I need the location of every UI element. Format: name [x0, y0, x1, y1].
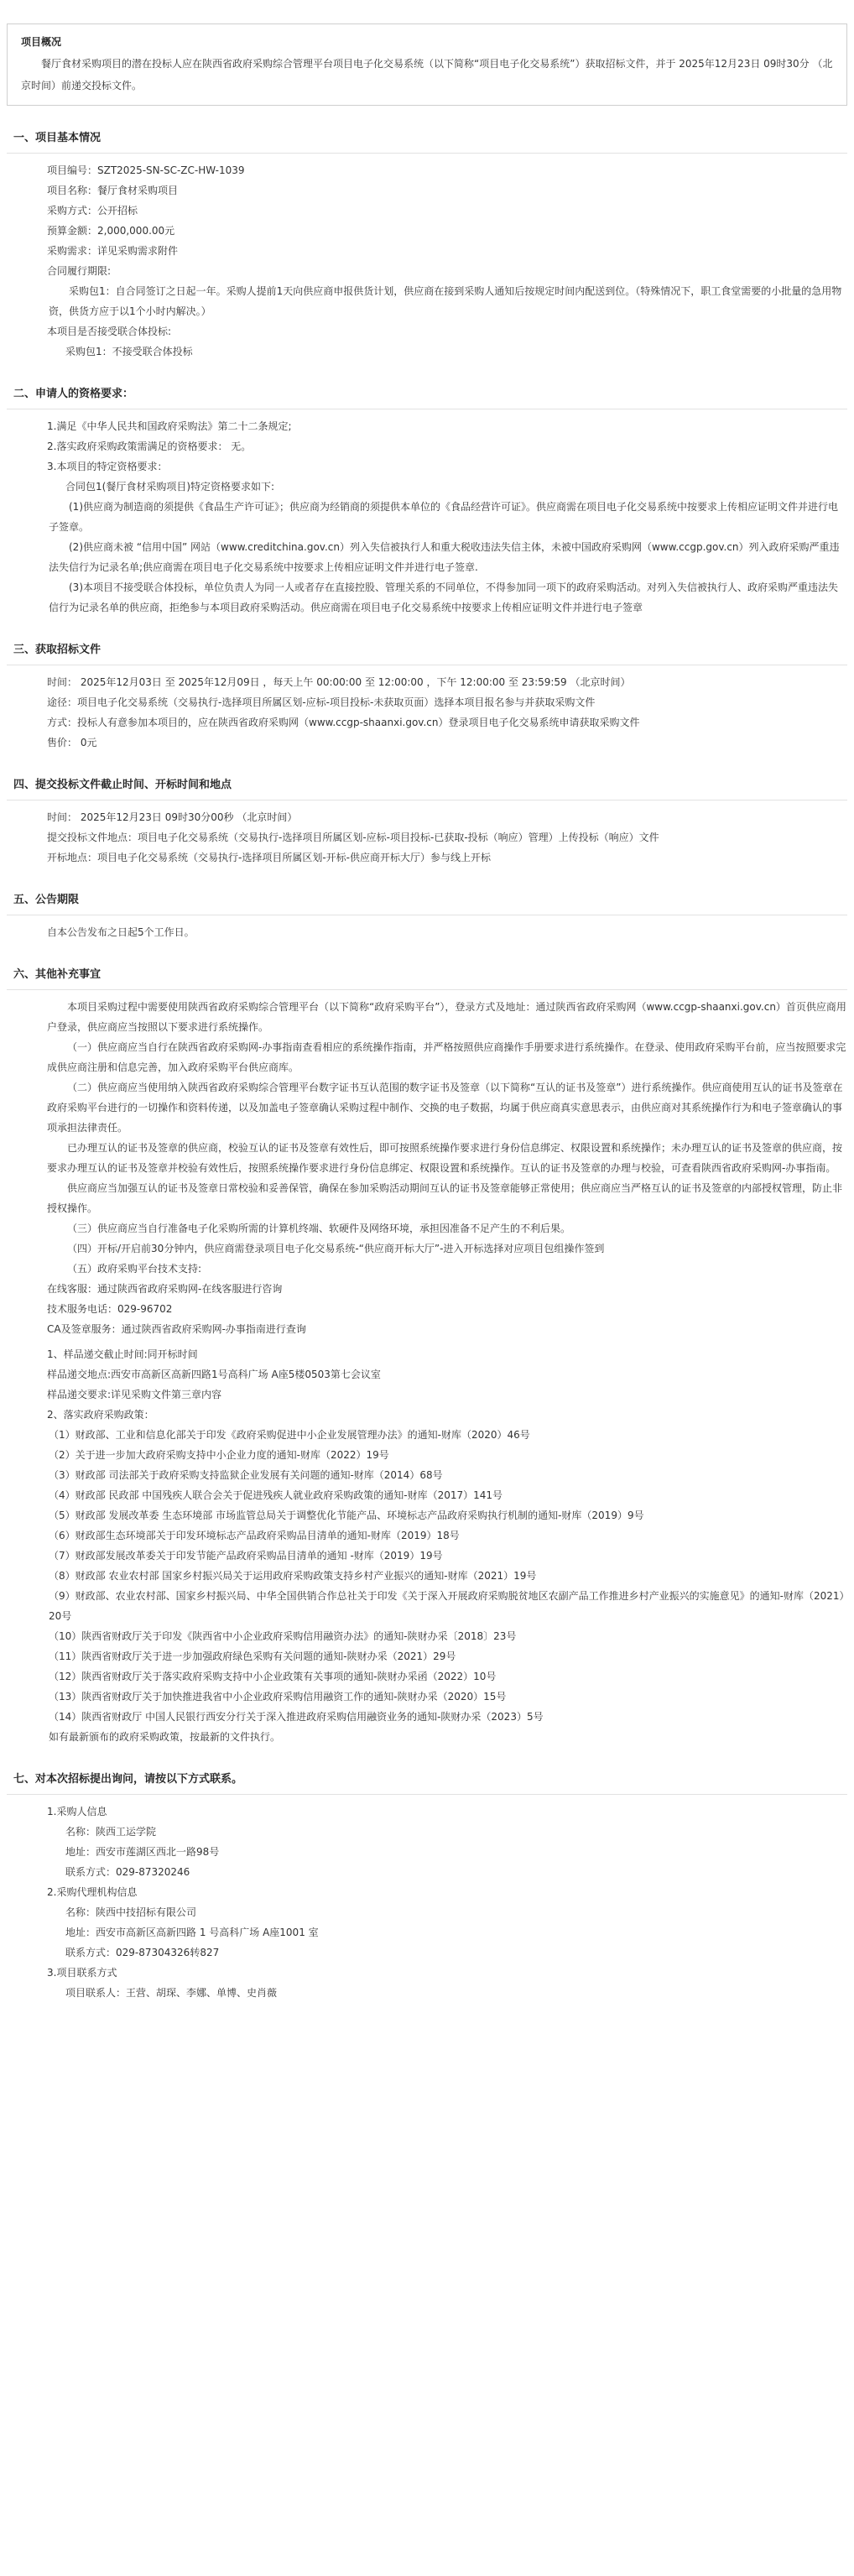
requirement-3: (3)本项目不接受联合体投标，单位负责人为同一人或者存在直接控股、管理关系的不同单位，不得参加同一项下的政府采购活动。对列入失信被执行人、政府采购严重违法失信行为记录名单的供应商，拒绝参与本项目政府采购活动。供应商需在项目电子化交易系统中按要求上传相应证明文件并进行电子签章 [49, 581, 839, 613]
section-title: 五、公告期限 [7, 883, 847, 915]
purchaser-phone: 联系方式：029-87320246 [65, 1866, 190, 1878]
section-title: 四、提交投标文件截止时间、开标时间和地点 [7, 768, 847, 800]
section-deadline [7, 768, 847, 868]
note-2-safekeeping: 供应商应当加强互认的证书及签章日常校验和妥善保管，确保在参加采购活动期间互认的证书及签章能够正常使用；供应商应当严格互认的证书及签章的内部授权管理，防止非授权操作。 [47, 1182, 843, 1214]
section-title: 六、其他补充事宜 [7, 957, 847, 990]
consortium-label: 本项目是否接受联合体投标: [47, 326, 172, 337]
purchaser-address: 地址：西安市莲湖区西北一路98号 [65, 1846, 220, 1858]
agency-phone: 联系方式：029-87304326转827 [65, 1947, 220, 1958]
sample-requirement: 样品递交要求:详见采购文件第三章内容 [47, 1389, 222, 1400]
policy-item: （2）关于进一步加大政府采购支持中小企业力度的通知-财库（2022）19号 [49, 1449, 389, 1461]
qualification-2: 2.落实政府采购政策需满足的资格要求： 无。 [47, 441, 252, 452]
section-announcement-period [7, 883, 847, 942]
note-2-detail: 已办理互认的证书及签章的供应商，校验互认的证书及签章有效性后，即可按照系统操作要求进行身份信息绑定、权限设置和系统操作；未办理互认的证书及签章的供应商，按要求办理互认的证书及签章并校验有效性后，按照系统操作要求进行身份信息绑定、权限设置和系统操作。互认的证书及签章的办理与校验，可查看陕西省政府采购网-办事指南。 [47, 1142, 843, 1174]
section-title: 七、对本次招标提出询问，请按以下方式联系。 [7, 1762, 847, 1795]
package-requirements-label: 合同包1(餐厅食材采购项目)特定资格要求如下: [65, 481, 275, 493]
section-contacts [7, 1762, 847, 2003]
section-title: 一、项目基本情况 [7, 121, 847, 154]
obtain-time: 时间： 2025年12月03日 至 2025年12月09日 ，每天上午 00:00:00 至 12:00:00 ，下午 12:00:00 至 23:59:59 （北京时间） [47, 676, 631, 688]
submit-location: 提交投标文件地点：项目电子化交易系统（交易执行-选择项目所属区划-应标-项目投标-已获取-投标（响应）管理）上传投标（响应）文件 [47, 832, 659, 843]
policy-list [7, 1425, 847, 1747]
note-1: （一）供应商应当自行在陕西省政府采购网-办事指南查看相应的系统操作指南，并严格按照供应商操作手册要求进行系统操作。在登录、使用政府采购平台前，应当按照要求完成供应商注册和信息完善，加入政府采购平台供应商库。 [47, 1041, 846, 1073]
policy-title: 2、落实政府采购政策： [47, 1409, 154, 1421]
package-1-period: 采购包1：自合同签订之日起一年。采购人提前1天向供应商申报供货计划，供应商在接到采购人通知后按规定时间内配送到位。（特殊情况下，职工食堂需要的小批量的急用物资，供货方应于以1个小时内解决。） [49, 285, 842, 317]
deadline-time: 时间： 2025年12月23日 09时30分00秒 （北京时间） [47, 811, 298, 823]
purchaser-name: 名称：陕西工运学院 [65, 1826, 157, 1838]
note-5: （五）政府采购平台技术支持: [67, 1263, 202, 1275]
procurement-method: 采购方式：公开招标 [47, 205, 138, 216]
section-qualifications [7, 377, 847, 618]
project-number: 项目编号：SZT2025-SN-SC-ZC-HW-1039 [47, 164, 245, 176]
agency-name: 名称：陕西中技招标有限公司 [65, 1906, 197, 1918]
policy-item: （7）财政部发展改革委关于印发节能产品政府采购品目清单的通知 -财库（2019）19号 [49, 1550, 443, 1562]
section-title: 三、获取招标文件 [7, 633, 847, 665]
note-4: （四）开标/开启前30分钟内，供应商需登录项目电子化交易系统-“供应商开标大厅”-进入开标选择对应项目包组操作签到 [67, 1243, 605, 1254]
requirement-2: (2)供应商未被 “信用中国” 网站（www.creditchina.gov.cn）列入失信被执行人和重大税收违法失信主体，未被中国政府采购网（www.ccgp.gov.cn）列入政府采购严重违法失信行为记录名单;供应商需在项目电子化交易系统中按要求上传相应证明文件并进行电子签章. [49, 541, 840, 573]
online-service: 在线客服：通过陕西省政府采购网-在线客服进行咨询 [47, 1283, 283, 1295]
policy-item: （13）陕西省财政厅关于加快推进我省中小企业政府采购信用融资工作的通知-陕财办采（2020）15号 [49, 1691, 507, 1703]
policy-closing: 如有最新颁布的政府采购政策，按最新的文件执行。 [49, 1731, 281, 1743]
obtain-way: 途径：项目电子化交易系统（交易执行-选择项目所属区划-应标-项目投标-未获取页面）选择本项目报名参与并获取采购文件 [47, 696, 596, 708]
policy-item: （3）财政部 司法部关于政府采购支持监狱企业发展有关问题的通知-财库（2014）68号 [49, 1469, 443, 1481]
policy-item: （8）财政部 农业农村部 国家乡村振兴局关于运用政府采购政策支持乡村产业振兴的通知-财库（2021）19号 [49, 1570, 537, 1582]
section-title: 二、申请人的资格要求： [7, 377, 847, 409]
budget-amount: 预算金额：2,000,000.00元 [47, 225, 175, 237]
agency-info-title: 2.采购代理机构信息 [47, 1886, 138, 1898]
project-contact-title: 3.项目联系方式 [47, 1967, 117, 1979]
section-other-matters [7, 957, 847, 1747]
overview-title: 项目概况 [21, 36, 62, 48]
qualification-1: 1.满足《中华人民共和国政府采购法》第二十二条规定; [47, 420, 292, 432]
consortium-package-1: 采购包1：不接受联合体投标 [65, 346, 193, 357]
opening-location: 开标地点：项目电子化交易系统（交易执行-选择项目所属区划-开标-供应商开标大厅）参与线上开标 [47, 852, 491, 863]
note-3: （三）供应商应当自行准备电子化采购所需的计算机终端、软硬件及网络环境，承担因准备不足产生的不利后果。 [67, 1223, 571, 1234]
announcement-period-text: 自本公告发布之日起5个工作日。 [47, 926, 195, 938]
overview-text: 餐厅食材采购项目的潜在投标人应在陕西省政府采购综合管理平台项目电子化交易系统（以下简称“项目电子化交易系统”）获取招标文件，并于 2025年12月23日 09时30分 （北京时间）前递交投标文件。 [21, 58, 833, 91]
project-overview-box [7, 23, 847, 106]
note-2: （二）供应商应当使用纳入陕西省政府采购综合管理平台数字证书互认范围的数字证书及签章（以下简称“互认的证书及签章”）进行系统操作。供应商使用互认的证书及签章在政府采购平台进行的一切操作和资料传递，以及加盖电子签章确认采购过程中制作、交换的电子数据，均属于供应商真实意思表示，由供应商对其系统操作行为和电子签章确认的事项承担法律责任。 [47, 1082, 843, 1134]
requirement-1: (1)供应商为制造商的须提供《食品生产许可证》；供应商为经销商的须提供本单位的《食品经营许可证》。供应商需在项目电子化交易系统中按要求上传相应证明文件并进行电子签章。 [49, 501, 839, 533]
policy-item: （5）财政部 发展改革委 生态环境部 市场监管总局关于调整优化节能产品、环境标志产品政府采购执行机制的通知-财库（2019）9号 [49, 1510, 644, 1521]
policy-item: （11）陕西省财政厅关于进一步加强政府绿色采购有关问题的通知-陕财办采（2021）29号 [49, 1650, 456, 1662]
procurement-demand: 采购需求：详见采购需求附件 [47, 245, 179, 257]
project-name: 项目名称：餐厅食材采购项目 [47, 185, 179, 196]
section-obtain-documents [7, 633, 847, 753]
policy-item: （12）陕西省财政厅关于落实政府采购支持中小企业政策有关事项的通知-陕财办采函（2022）10号 [49, 1671, 497, 1682]
sample-deadline: 1、样品递交截止时间:同开标时间 [47, 1348, 198, 1360]
obtain-mode: 方式：投标人有意参加本项目的，应在陕西省政府采购网（www.ccgp-shaanxi.gov.cn）登录项目电子化交易系统申请获取采购文件 [47, 717, 640, 728]
policy-item: （9）财政部、农业农村部、国家乡村振兴局、中华全国供销合作总社关于印发《关于深入开展政府采购脱贫地区农副产品工作推进乡村产业振兴的实施意见》的通知-财库（2021）20号 [49, 1590, 845, 1622]
platform-intro: 本项目采购过程中需要使用陕西省政府采购综合管理平台（以下简称“政府采购平台”），登录方式及地址：通过陕西省政府采购网（www.ccgp-shaanxi.gov.cn）首页供应商用户登录，供应商应当按照以下要求进行系统操作。 [47, 1001, 846, 1033]
policy-item: （10）陕西省财政厅关于印发《陕西省中小企业政府采购信用融资办法》的通知-陕财办采〔2018〕23号 [49, 1630, 517, 1642]
policy-item: （6）财政部生态环境部关于印发环境标志产品政府采购品目清单的通知-财库（2019）18号 [49, 1530, 460, 1541]
purchaser-info-title: 1.采购人信息 [47, 1806, 107, 1817]
contract-period-label: 合同履行期限: [47, 265, 112, 277]
agency-address: 地址：西安市高新区高新四路 1 号高科广场 A座1001 室 [65, 1927, 319, 1938]
tech-phone: 技术服务电话：029-96702 [47, 1303, 173, 1315]
qualification-3: 3.本项目的特定资格要求： [47, 461, 168, 472]
project-contact-people: 项目联系人：王营、胡琛、李娜、单博、史肖薇 [65, 1987, 278, 1999]
section-basic-info [7, 121, 847, 362]
ca-service: CA及签章服务：通过陕西省政府采购网-办事指南进行查询 [47, 1323, 306, 1335]
announcement-page [0, 23, 854, 2003]
policy-item: （4）财政部 民政部 中国残疾人联合会关于促进残疾人就业政府采购政策的通知-财库（2017）141号 [49, 1489, 503, 1501]
policy-item: （1）财政部、工业和信息化部关于印发《政府采购促进中小企业发展管理办法》的通知-财库（2020）46号 [49, 1429, 530, 1441]
policy-item: （14）陕西省财政厅 中国人民银行西安分行关于深入推进政府采购信用融资业务的通知-陕财办采（2023）5号 [49, 1711, 544, 1723]
sample-address: 样品递交地点:西安市高新区高新四路1号高科广场 A座5楼0503第七会议室 [47, 1369, 381, 1380]
obtain-price: 售价： 0元 [47, 737, 97, 748]
